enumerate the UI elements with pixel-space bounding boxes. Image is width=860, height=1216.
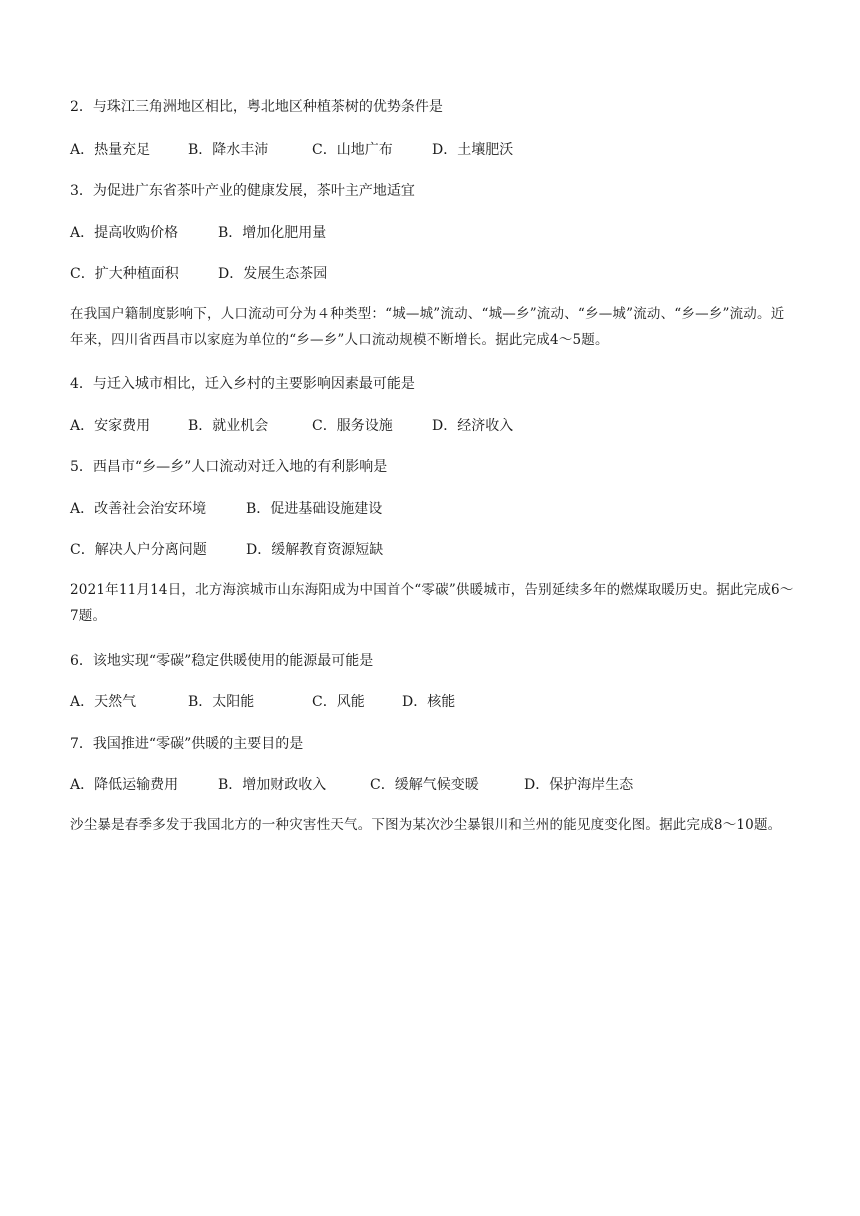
question-2-options: [70, 141, 513, 159]
question-2-stem: 2．与珠江三角洲地区相比，粤北地区种植茶树的优势条件是: [70, 99, 443, 115]
q4-option-d: D．经济收入: [432, 418, 514, 434]
q5-option-c: C．解决人户分离问题: [70, 542, 207, 558]
q3-option-b: B．增加化肥用量: [218, 225, 327, 241]
q5-option-a: A．改善社会治安环境: [70, 501, 207, 517]
q7-option-c: C．缓解气候变暖: [370, 777, 479, 793]
q4-option-a: A．安家费用: [70, 418, 151, 434]
q6-option-a: A．天然气: [70, 694, 137, 710]
q5-option-d: D．缓解教育资源短缺: [246, 542, 384, 558]
question-6-options: [70, 693, 455, 711]
q4-option-c: C．服务设施: [312, 418, 393, 434]
question-3-options-row-2: [70, 265, 327, 283]
q7-option-b: B．增加财政收入: [218, 777, 327, 793]
q2-option-b: B．降水丰沛: [188, 142, 269, 158]
question-4-stem: 4．与迁入城市相比，迁入乡村的主要影响因素最可能是: [70, 376, 415, 392]
q4-option-b: B．就业机会: [188, 418, 269, 434]
q6-option-c: C．风能: [312, 694, 365, 710]
question-6-stem: 6．该地实现“零碳”稳定供暖使用的能源最可能是: [70, 653, 374, 669]
question-5-options-row-2: [70, 541, 383, 559]
q3-option-a: A．提高收购价格: [70, 225, 179, 241]
q7-option-d: D．保护海岸生态: [524, 777, 634, 793]
question-4-options: [70, 417, 513, 435]
question-5-stem: 5．西昌市“乡—乡”人口流动对迁入地的有利影响是: [70, 459, 388, 475]
passage-8-10: 沙尘暴是春季多发于我国北方的一种灾害性天气。下图为某次沙尘暴银川和兰州的能见度变化图。据此完成8～10题。: [70, 817, 782, 833]
q3-option-d: D．发展生态茶园: [218, 266, 328, 282]
passage-6-7: 2021年11月14日，北方海滨城市山东海阳成为中国首个“零碳”供暖城市，告别延续多年的燃煤取暖历史。据此完成6～7题。: [70, 582, 794, 624]
question-3-options-row-1: [70, 224, 326, 242]
q2-option-c: C．山地广布: [312, 142, 393, 158]
question-7-stem: 7．我国推进“零碳”供暖的主要目的是: [70, 736, 304, 752]
q3-option-c: C．扩大种植面积: [70, 266, 179, 282]
question-5-options-row-1: [70, 500, 382, 518]
q5-option-b: B．促进基础设施建设: [246, 501, 383, 517]
q7-option-a: A．降低运输费用: [70, 777, 179, 793]
question-3-stem: 3．为促进广东省茶叶产业的健康发展，茶叶主产地适宜: [70, 183, 415, 199]
passage-4-5: 在我国户籍制度影响下，人口流动可分为４种类型：“城—城”流动、“城—乡”流动、“乡—城”流动、“乡—乡”流动。近年来，四川省西昌市以家庭为单位的“乡—乡”人口流动规模不断增长。据此完成4～5题。: [70, 306, 785, 348]
question-7-options: [70, 776, 633, 794]
q6-option-b: B．太阳能: [188, 694, 255, 710]
q2-option-d: D．土壤肥沃: [432, 142, 514, 158]
q6-option-d: D．核能: [402, 694, 456, 710]
q2-option-a: A．热量充足: [70, 142, 151, 158]
